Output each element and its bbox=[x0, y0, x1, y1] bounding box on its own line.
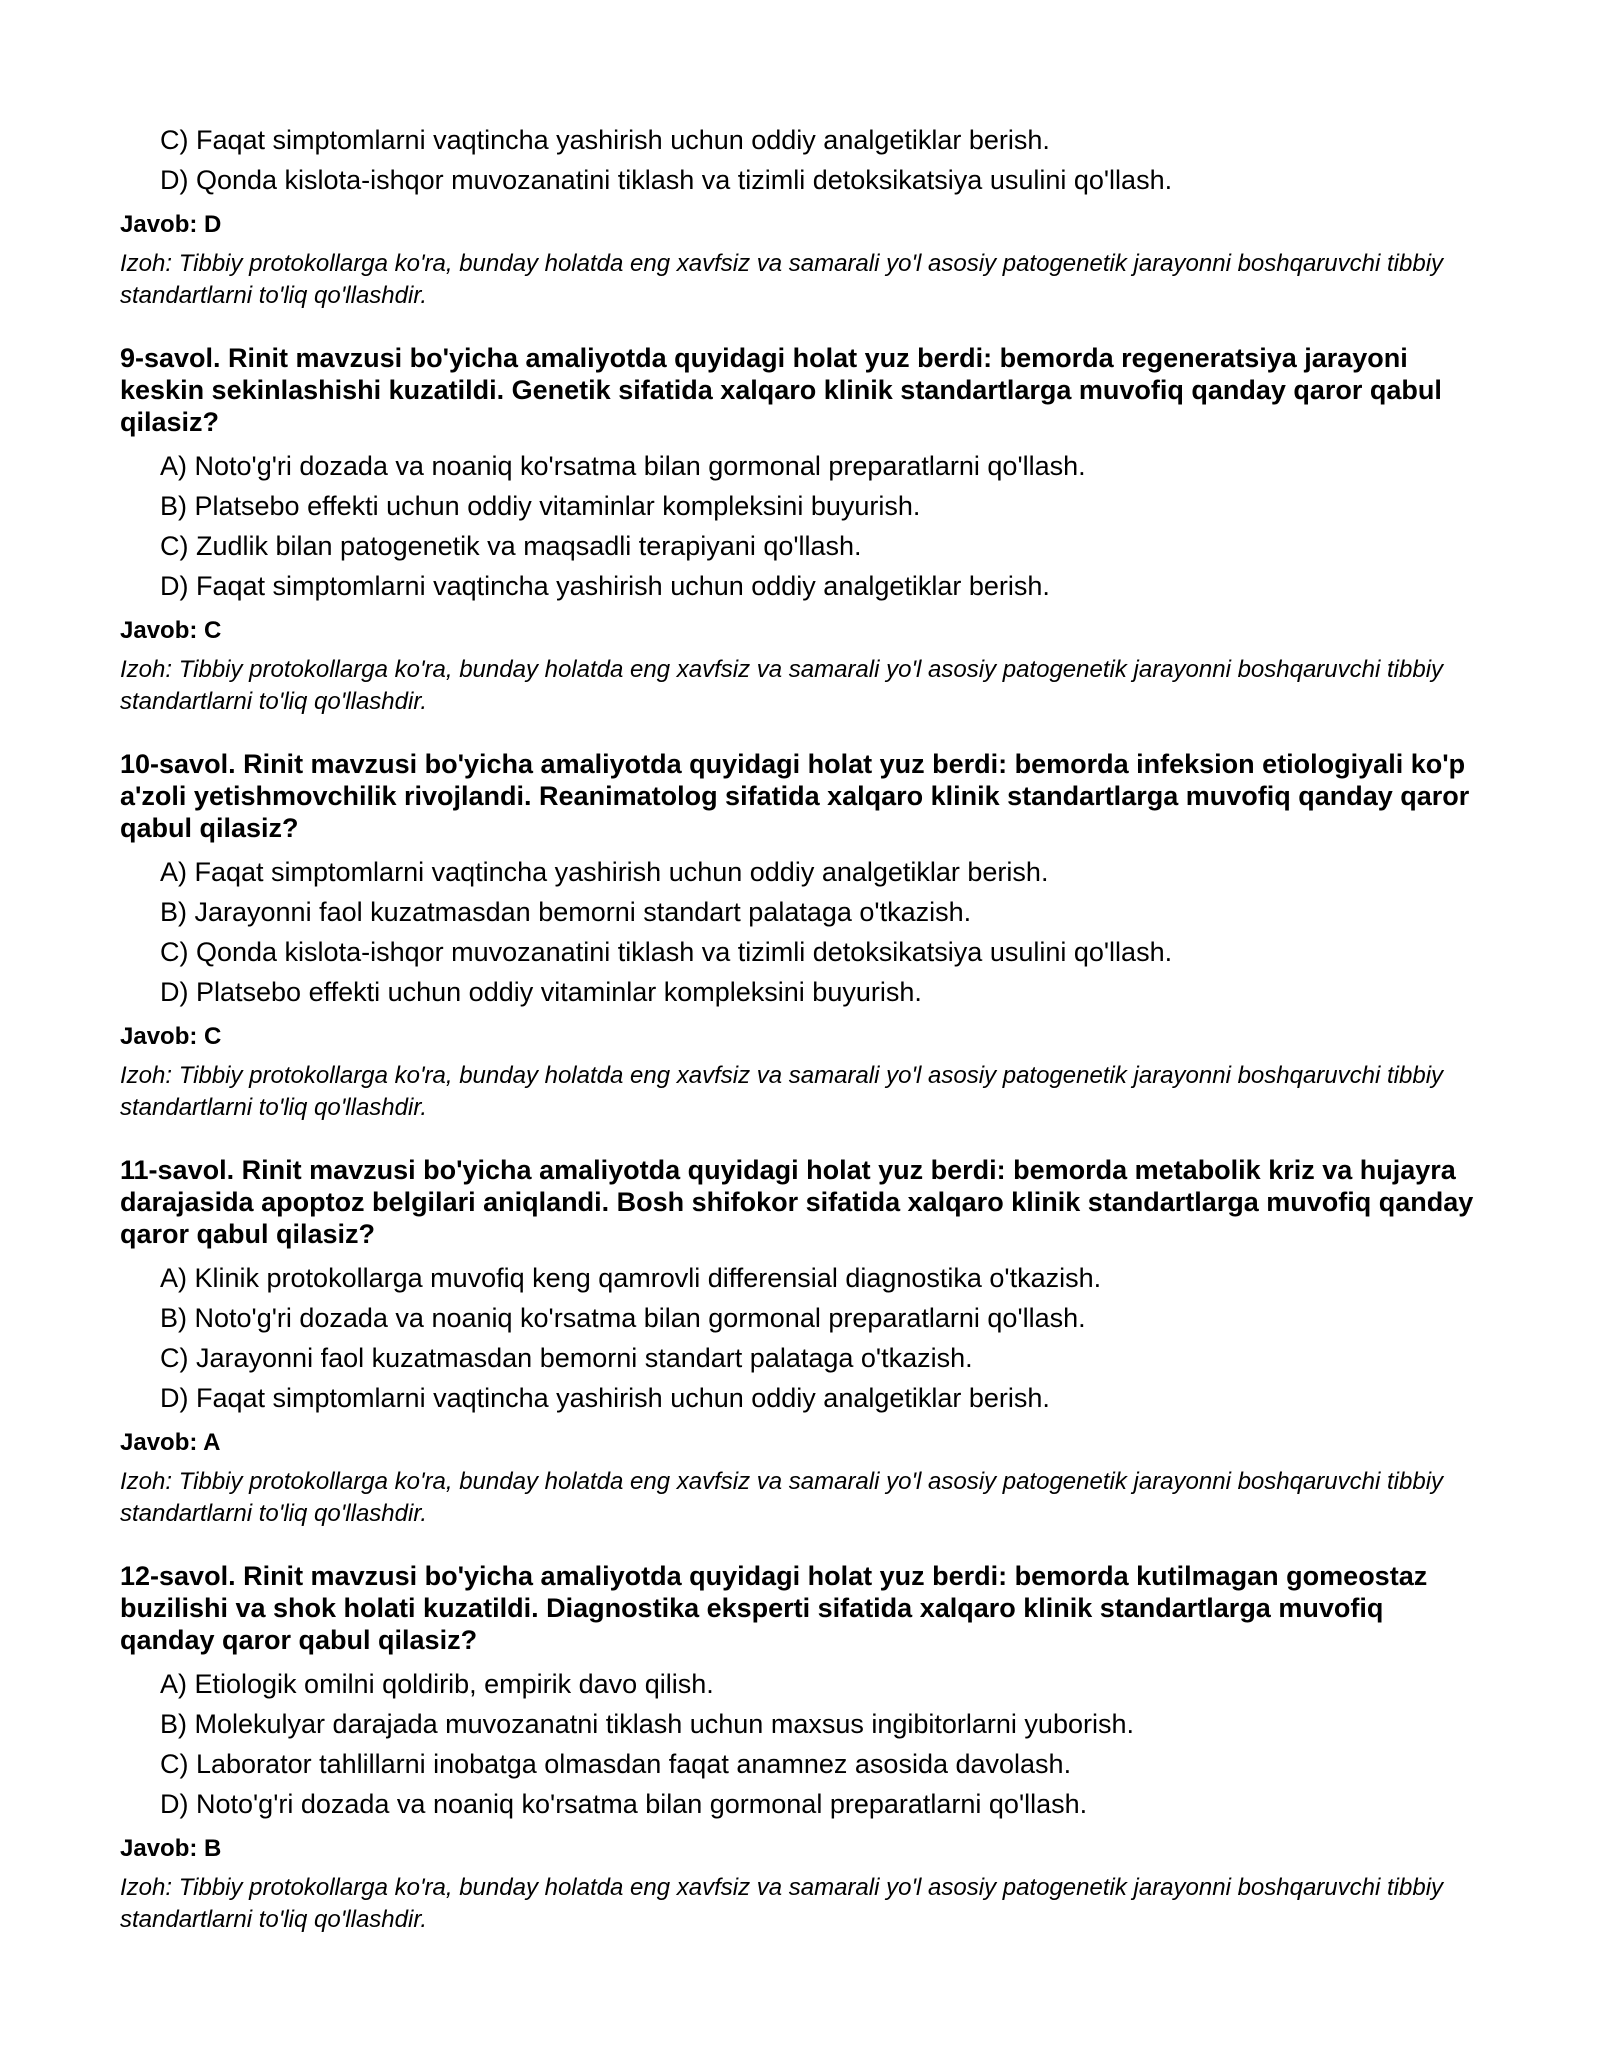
option-c: C) Qonda kislota-ishqor muvozanatini tiklash va tizimli detoksikatsiya usulini qo'llash. bbox=[160, 937, 1173, 967]
option-c: C) Faqat simptomlarni vaqtincha yashirish uchun oddiy analgetiklar berish. bbox=[160, 125, 1050, 155]
question-12 bbox=[120, 1560, 1480, 1936]
option-c: C) Laborator tahlillarni inobatga olmasdan faqat anamnez asosida davolash. bbox=[160, 1749, 1072, 1779]
question-title: 11-savol. Rinit mavzusi bo'yicha amaliyotda quyidagi holat yuz berdi: bemorda metabolik kriz va hujayra darajasida apoptoz belgilari aniqlandi. Bosh shifokor sifatida xalqaro klinik standartlarga muvofiq qanday qaror qabul qilasiz? bbox=[120, 1155, 1474, 1249]
question-8-continuation bbox=[120, 120, 1480, 312]
explanation-note: Izoh: Tibbiy protokollarga ko'ra, bunday holatda eng xavfsiz va samarali yo'l asosiy patogenetik jarayonni boshqaruvchi tibbiy standartlarni to'liq qo'llashdir. bbox=[120, 250, 1444, 309]
question-title: 10-savol. Rinit mavzusi bo'yicha amaliyotda quyidagi holat yuz berdi: bemorda infeksion etiologiyali ko'p a'zoli yetishmovchilik rivojlandi. Reanimatolog sifatida xalqaro klinik standartlarga muvofiq qanday qaror qabul qilasiz? bbox=[120, 749, 1470, 843]
question-title: 12-savol. Rinit mavzusi bo'yicha amaliyotda quyidagi holat yuz berdi: bemorda kutilmagan gomeostaz buzilishi va shok holati kuzatildi. Diagnostika eksperti sifatida xalqaro klinik standartlarga muvofiq qanday qaror qabul qilasiz? bbox=[120, 1561, 1428, 1655]
option-a: A) Faqat simptomlarni vaqtincha yashirish uchun oddiy analgetiklar berish. bbox=[160, 857, 1049, 887]
document-page bbox=[120, 120, 1480, 1936]
option-d: D) Noto'g'ri dozada va noaniq ko'rsatma bilan gormonal preparatlarni qo'llash. bbox=[160, 1789, 1088, 1819]
explanation-note: Izoh: Tibbiy protokollarga ko'ra, bunday holatda eng xavfsiz va samarali yo'l asosiy patogenetik jarayonni boshqaruvchi tibbiy standartlarni to'liq qo'llashdir. bbox=[120, 1468, 1444, 1527]
option-b: B) Noto'g'ri dozada va noaniq ko'rsatma bilan gormonal preparatlarni qo'llash. bbox=[160, 1303, 1086, 1333]
option-a: A) Noto'g'ri dozada va noaniq ko'rsatma bilan gormonal preparatlarni qo'llash. bbox=[160, 451, 1086, 481]
question-9 bbox=[120, 342, 1480, 718]
answer-line: Javob: C bbox=[120, 617, 222, 644]
question-title: 9-savol. Rinit mavzusi bo'yicha amaliyotda quyidagi holat yuz berdi: bemorda regeneratsiya jarayoni keskin sekinlashishi kuzatildi. Genetik sifatida xalqaro klinik standartlarga muvofiq qanday qaror qabul qilasiz? bbox=[120, 343, 1442, 437]
option-d: D) Platsebo effekti uchun oddiy vitaminlar kompleksini buyurish. bbox=[160, 977, 922, 1007]
question-11 bbox=[120, 1154, 1480, 1530]
option-d: D) Faqat simptomlarni vaqtincha yashirish uchun oddiy analgetiklar berish. bbox=[160, 571, 1050, 601]
answer-line: Javob: C bbox=[120, 1023, 222, 1050]
option-b: B) Jarayonni faol kuzatmasdan bemorni standart palataga o'tkazish. bbox=[160, 897, 972, 927]
question-10 bbox=[120, 748, 1480, 1124]
answer-line: Javob: B bbox=[120, 1835, 222, 1862]
option-a: A) Klinik protokollarga muvofiq keng qamrovli differensial diagnostika o'tkazish. bbox=[160, 1263, 1102, 1293]
option-d: D) Qonda kislota-ishqor muvozanatini tiklash va tizimli detoksikatsiya usulini qo'llash. bbox=[160, 165, 1173, 195]
answer-line: Javob: D bbox=[120, 211, 222, 238]
option-a: A) Etiologik omilni qoldirib, empirik davo qilish. bbox=[160, 1669, 714, 1699]
option-d: D) Faqat simptomlarni vaqtincha yashirish uchun oddiy analgetiklar berish. bbox=[160, 1383, 1050, 1413]
explanation-note: Izoh: Tibbiy protokollarga ko'ra, bunday holatda eng xavfsiz va samarali yo'l asosiy patogenetik jarayonni boshqaruvchi tibbiy standartlarni to'liq qo'llashdir. bbox=[120, 1062, 1444, 1121]
explanation-note: Izoh: Tibbiy protokollarga ko'ra, bunday holatda eng xavfsiz va samarali yo'l asosiy patogenetik jarayonni boshqaruvchi tibbiy standartlarni to'liq qo'llashdir. bbox=[120, 656, 1444, 715]
answer-line: Javob: A bbox=[120, 1429, 221, 1456]
option-b: B) Platsebo effekti uchun oddiy vitaminlar kompleksini buyurish. bbox=[160, 491, 921, 521]
option-b: B) Molekulyar darajada muvozanatni tiklash uchun maxsus ingibitorlarni yuborish. bbox=[160, 1709, 1134, 1739]
option-c: C) Jarayonni faol kuzatmasdan bemorni standart palataga o'tkazish. bbox=[160, 1343, 973, 1373]
option-c: C) Zudlik bilan patogenetik va maqsadli terapiyani qo'llash. bbox=[160, 531, 862, 561]
explanation-note: Izoh: Tibbiy protokollarga ko'ra, bunday holatda eng xavfsiz va samarali yo'l asosiy patogenetik jarayonni boshqaruvchi tibbiy standartlarni to'liq qo'llashdir. bbox=[120, 1874, 1444, 1933]
